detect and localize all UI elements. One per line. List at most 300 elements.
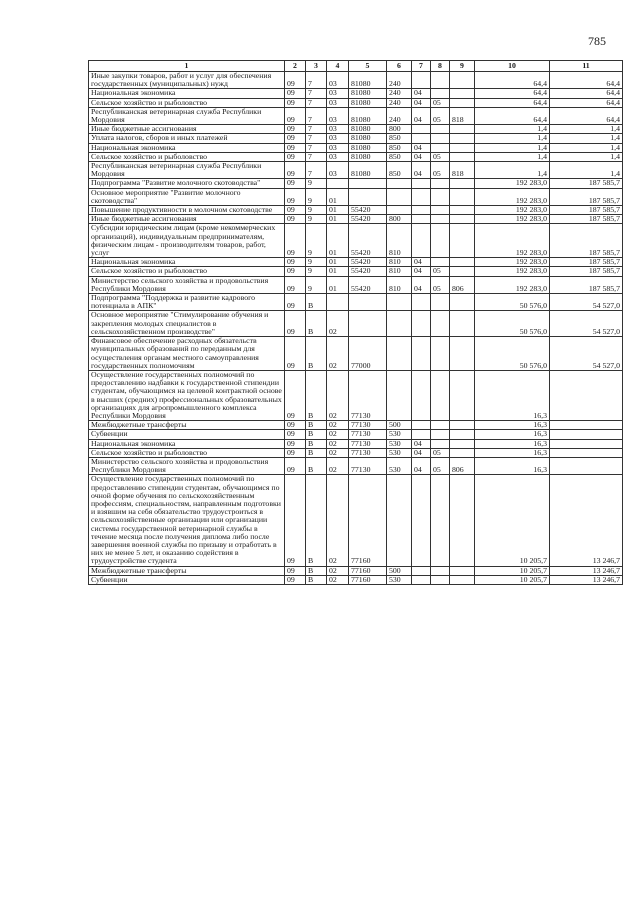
- code-cell: 09: [285, 162, 306, 179]
- code-cell: 03: [327, 107, 349, 124]
- code-cell: [412, 125, 431, 134]
- code-cell: [412, 134, 431, 143]
- code-cell: 55420: [349, 276, 387, 293]
- code-cell: 7: [306, 72, 327, 89]
- amount-cell: 50 576,0: [475, 294, 550, 311]
- amount-cell: 10 205,7: [475, 475, 550, 566]
- code-cell: 02: [327, 311, 349, 337]
- code-cell: [349, 294, 387, 311]
- amount-cell: 13 246,7: [550, 475, 623, 566]
- code-cell: 09: [285, 89, 306, 98]
- code-cell: 77130: [349, 448, 387, 457]
- code-cell: 05: [431, 98, 450, 107]
- code-cell: 81080: [349, 98, 387, 107]
- code-cell: 9: [306, 267, 327, 276]
- code-cell: 03: [327, 152, 349, 161]
- code-cell: 03: [327, 143, 349, 152]
- code-cell: [412, 421, 431, 430]
- code-cell: [431, 224, 450, 258]
- code-cell: 7: [306, 107, 327, 124]
- code-cell: 09: [285, 448, 306, 457]
- code-cell: 01: [327, 224, 349, 258]
- code-cell: [450, 89, 475, 98]
- code-cell: 240: [387, 72, 412, 89]
- amount-cell: 64,4: [475, 98, 550, 107]
- code-cell: [387, 206, 412, 215]
- column-header: 5: [349, 61, 387, 72]
- code-cell: [412, 188, 431, 205]
- amount-cell: 187 585,7: [550, 224, 623, 258]
- code-cell: 09: [285, 457, 306, 474]
- code-cell: [431, 125, 450, 134]
- row-label: Национальная экономика: [89, 89, 285, 98]
- table-row: [89, 134, 623, 143]
- code-cell: 04: [412, 448, 431, 457]
- code-cell: 09: [285, 566, 306, 575]
- code-cell: 09: [285, 72, 306, 89]
- code-cell: 03: [327, 72, 349, 89]
- code-cell: 81080: [349, 72, 387, 89]
- code-cell: 7: [306, 134, 327, 143]
- code-cell: [431, 439, 450, 448]
- amount-cell: 1,4: [475, 134, 550, 143]
- page-number: 785: [588, 34, 606, 48]
- amount-cell: 192 283,0: [475, 179, 550, 188]
- row-label: Национальная экономика: [89, 439, 285, 448]
- row-label: Сельское хозяйство и рыболовство: [89, 448, 285, 457]
- code-cell: 77130: [349, 457, 387, 474]
- code-cell: 09: [285, 188, 306, 205]
- code-cell: [431, 575, 450, 584]
- code-cell: 810: [387, 258, 412, 267]
- code-cell: [431, 206, 450, 215]
- code-cell: [450, 179, 475, 188]
- code-cell: 530: [387, 448, 412, 457]
- amount-cell: 64,4: [550, 89, 623, 98]
- code-cell: 530: [387, 430, 412, 439]
- code-cell: 77130: [349, 421, 387, 430]
- code-cell: 01: [327, 188, 349, 205]
- code-cell: 09: [285, 215, 306, 224]
- code-cell: 02: [327, 430, 349, 439]
- column-header: 3: [306, 61, 327, 72]
- code-cell: [450, 294, 475, 311]
- code-cell: 04: [412, 162, 431, 179]
- code-cell: [450, 72, 475, 89]
- code-cell: [450, 267, 475, 276]
- amount-cell: 187 585,7: [550, 188, 623, 205]
- row-label: Субвенции: [89, 430, 285, 439]
- code-cell: 05: [431, 448, 450, 457]
- code-cell: [450, 575, 475, 584]
- code-cell: 04: [412, 267, 431, 276]
- code-cell: 500: [387, 421, 412, 430]
- code-cell: 9: [306, 215, 327, 224]
- code-cell: 800: [387, 215, 412, 224]
- code-cell: [431, 370, 450, 420]
- code-cell: 240: [387, 107, 412, 124]
- amount-cell: 1,4: [550, 134, 623, 143]
- code-cell: 9: [306, 179, 327, 188]
- code-cell: В: [306, 566, 327, 575]
- code-cell: 03: [327, 134, 349, 143]
- amount-cell: 192 283,0: [475, 206, 550, 215]
- code-cell: 500: [387, 566, 412, 575]
- code-cell: [450, 370, 475, 420]
- code-cell: 02: [327, 337, 349, 371]
- amount-cell: 64,4: [550, 107, 623, 124]
- table-row: [89, 206, 623, 215]
- amount-cell: 1,4: [550, 152, 623, 161]
- code-cell: [349, 179, 387, 188]
- code-cell: 77160: [349, 475, 387, 566]
- code-cell: 09: [285, 439, 306, 448]
- code-cell: [450, 134, 475, 143]
- code-cell: 04: [412, 276, 431, 293]
- code-cell: В: [306, 311, 327, 337]
- code-cell: 850: [387, 134, 412, 143]
- table-row: [89, 294, 623, 311]
- code-cell: [450, 143, 475, 152]
- code-cell: 04: [412, 89, 431, 98]
- column-header: 6: [387, 61, 412, 72]
- code-cell: 09: [285, 267, 306, 276]
- row-label: Национальная экономика: [89, 258, 285, 267]
- amount-cell: 192 283,0: [475, 258, 550, 267]
- amount-cell: 1,4: [550, 162, 623, 179]
- code-cell: В: [306, 448, 327, 457]
- code-cell: 09: [285, 276, 306, 293]
- code-cell: 55420: [349, 215, 387, 224]
- code-cell: 01: [327, 258, 349, 267]
- code-cell: 9: [306, 206, 327, 215]
- amount-cell: [550, 370, 623, 420]
- amount-cell: 50 576,0: [475, 337, 550, 371]
- code-cell: [431, 134, 450, 143]
- code-cell: [387, 311, 412, 337]
- code-cell: 09: [285, 475, 306, 566]
- amount-cell: 10 205,7: [475, 575, 550, 584]
- code-cell: [431, 89, 450, 98]
- table-row: [89, 125, 623, 134]
- table-row: [89, 107, 623, 124]
- code-cell: [327, 294, 349, 311]
- code-cell: [412, 430, 431, 439]
- row-label: Национальная экономика: [89, 143, 285, 152]
- code-cell: В: [306, 370, 327, 420]
- amount-cell: 192 283,0: [475, 188, 550, 205]
- code-cell: 09: [285, 134, 306, 143]
- amount-cell: [550, 430, 623, 439]
- code-cell: [450, 188, 475, 205]
- code-cell: [450, 337, 475, 371]
- table-row: [89, 72, 623, 89]
- code-cell: 81080: [349, 143, 387, 152]
- code-cell: [412, 224, 431, 258]
- row-label: Финансовое обеспечение расходных обязательств муниципальных образований по переданным для осуществления органам местного самоуправления государственных полномочиям: [89, 337, 285, 371]
- code-cell: 810: [387, 276, 412, 293]
- code-cell: [450, 206, 475, 215]
- code-cell: 01: [327, 276, 349, 293]
- code-cell: [349, 188, 387, 205]
- table-row: [89, 224, 623, 258]
- code-cell: 01: [327, 267, 349, 276]
- row-label: Осуществление государственных полномочий по предоставлению надбавки к государственной стипендии студентам, обучающимся на целевой контрактной основе в высших (средних) профессиональных образовательных организациях для агропромышленного комплекса Республики Мордовия: [89, 370, 285, 420]
- code-cell: 04: [412, 457, 431, 474]
- code-cell: [431, 294, 450, 311]
- code-cell: [412, 179, 431, 188]
- code-cell: В: [306, 294, 327, 311]
- amount-cell: 16,3: [475, 439, 550, 448]
- code-cell: 03: [327, 162, 349, 179]
- header-row: [89, 61, 623, 72]
- code-cell: [431, 215, 450, 224]
- column-header: 11: [550, 61, 623, 72]
- code-cell: [431, 337, 450, 371]
- amount-cell: 192 283,0: [475, 215, 550, 224]
- code-cell: 03: [327, 89, 349, 98]
- code-cell: 09: [285, 311, 306, 337]
- amount-cell: 16,3: [475, 430, 550, 439]
- code-cell: 09: [285, 224, 306, 258]
- code-cell: [412, 337, 431, 371]
- code-cell: 09: [285, 206, 306, 215]
- code-cell: 55420: [349, 206, 387, 215]
- code-cell: 81080: [349, 89, 387, 98]
- code-cell: [431, 421, 450, 430]
- code-cell: [450, 566, 475, 575]
- amount-cell: 64,4: [475, 72, 550, 89]
- code-cell: 77160: [349, 566, 387, 575]
- code-cell: [412, 575, 431, 584]
- code-cell: 530: [387, 457, 412, 474]
- amount-cell: 187 585,7: [550, 267, 623, 276]
- code-cell: 806: [450, 457, 475, 474]
- code-cell: [450, 430, 475, 439]
- code-cell: 7: [306, 125, 327, 134]
- code-cell: 02: [327, 439, 349, 448]
- amount-cell: 16,3: [475, 457, 550, 474]
- code-cell: 530: [387, 575, 412, 584]
- row-label: Иные закупки товаров, работ и услуг для обеспечения государственных (муниципальных) нужд: [89, 72, 285, 89]
- code-cell: 810: [387, 224, 412, 258]
- code-cell: [387, 475, 412, 566]
- code-cell: 77160: [349, 575, 387, 584]
- code-cell: 7: [306, 152, 327, 161]
- code-cell: 05: [431, 276, 450, 293]
- code-cell: 09: [285, 107, 306, 124]
- table-row: [89, 475, 623, 566]
- table-row: [89, 188, 623, 205]
- code-cell: [450, 475, 475, 566]
- code-cell: 02: [327, 421, 349, 430]
- row-label: Сельское хозяйство и рыболовство: [89, 152, 285, 161]
- code-cell: 9: [306, 224, 327, 258]
- code-cell: 77130: [349, 370, 387, 420]
- column-header: 7: [412, 61, 431, 72]
- amount-cell: [550, 421, 623, 430]
- amount-cell: 54 527,0: [550, 294, 623, 311]
- code-cell: 09: [285, 143, 306, 152]
- amount-cell: 64,4: [550, 98, 623, 107]
- code-cell: В: [306, 439, 327, 448]
- column-header: 1: [89, 61, 285, 72]
- code-cell: 02: [327, 575, 349, 584]
- code-cell: [412, 206, 431, 215]
- amount-cell: 187 585,7: [550, 258, 623, 267]
- row-label: Республиканская ветеринарная служба Республики Мордовия: [89, 162, 285, 179]
- table-row: [89, 421, 623, 430]
- amount-cell: 1,4: [475, 162, 550, 179]
- amount-cell: [550, 439, 623, 448]
- code-cell: [412, 72, 431, 89]
- table-row: [89, 457, 623, 474]
- code-cell: 77130: [349, 439, 387, 448]
- code-cell: 81080: [349, 107, 387, 124]
- code-cell: [450, 258, 475, 267]
- row-label: Межбюджетные трансферты: [89, 421, 285, 430]
- table-row: [89, 152, 623, 161]
- code-cell: 03: [327, 125, 349, 134]
- amount-cell: 64,4: [550, 72, 623, 89]
- column-header: 2: [285, 61, 306, 72]
- code-cell: 02: [327, 566, 349, 575]
- table-row: [89, 179, 623, 188]
- row-label: Повышение продуктивности в молочном скотоводстве: [89, 206, 285, 215]
- amount-cell: 16,3: [475, 448, 550, 457]
- code-cell: [431, 188, 450, 205]
- table-row: [89, 98, 623, 107]
- amount-cell: 192 283,0: [475, 276, 550, 293]
- amount-cell: 64,4: [475, 89, 550, 98]
- table-row: [89, 162, 623, 179]
- row-label: Министерство сельского хозяйства и продовольствия Республики Мордовия: [89, 457, 285, 474]
- code-cell: [412, 311, 431, 337]
- code-cell: 240: [387, 89, 412, 98]
- code-cell: [349, 311, 387, 337]
- amount-cell: [550, 457, 623, 474]
- row-label: Основное мероприятие "Стимулирование обучения и закрепления молодых специалистов в сельскохозяйственном производстве": [89, 311, 285, 337]
- code-cell: 850: [387, 152, 412, 161]
- table-row: [89, 267, 623, 276]
- code-cell: [412, 370, 431, 420]
- code-cell: 09: [285, 258, 306, 267]
- code-cell: 05: [431, 267, 450, 276]
- code-cell: 05: [431, 457, 450, 474]
- budget-table: [88, 60, 623, 585]
- code-cell: [450, 98, 475, 107]
- code-cell: [412, 215, 431, 224]
- table-row: [89, 575, 623, 584]
- code-cell: В: [306, 421, 327, 430]
- table-row: [89, 276, 623, 293]
- code-cell: 02: [327, 475, 349, 566]
- code-cell: 02: [327, 448, 349, 457]
- amount-cell: 187 585,7: [550, 215, 623, 224]
- code-cell: [450, 215, 475, 224]
- code-cell: 09: [285, 337, 306, 371]
- code-cell: [450, 152, 475, 161]
- code-cell: [412, 294, 431, 311]
- code-cell: 05: [431, 107, 450, 124]
- row-label: Субвенции: [89, 575, 285, 584]
- code-cell: [387, 188, 412, 205]
- column-header: 4: [327, 61, 349, 72]
- code-cell: 09: [285, 575, 306, 584]
- code-cell: 55420: [349, 258, 387, 267]
- code-cell: 81080: [349, 162, 387, 179]
- code-cell: В: [306, 457, 327, 474]
- code-cell: 240: [387, 98, 412, 107]
- code-cell: [431, 258, 450, 267]
- amount-cell: 1,4: [550, 125, 623, 134]
- code-cell: 09: [285, 152, 306, 161]
- table-row: [89, 439, 623, 448]
- code-cell: [327, 179, 349, 188]
- amount-cell: 192 283,0: [475, 224, 550, 258]
- code-cell: 806: [450, 276, 475, 293]
- code-cell: [387, 337, 412, 371]
- code-cell: [450, 311, 475, 337]
- row-label: Подпрограмма "Развитие молочного скотоводства": [89, 179, 285, 188]
- code-cell: 818: [450, 162, 475, 179]
- code-cell: 81080: [349, 125, 387, 134]
- row-label: Межбюджетные трансферты: [89, 566, 285, 575]
- amount-cell: 1,4: [475, 152, 550, 161]
- table-row: [89, 430, 623, 439]
- code-cell: [450, 125, 475, 134]
- code-cell: [387, 370, 412, 420]
- code-cell: [431, 72, 450, 89]
- row-label: Иные бюджетные ассигнования: [89, 125, 285, 134]
- code-cell: 818: [450, 107, 475, 124]
- code-cell: 01: [327, 206, 349, 215]
- code-cell: 09: [285, 370, 306, 420]
- amount-cell: 1,4: [550, 143, 623, 152]
- amount-cell: 187 585,7: [550, 276, 623, 293]
- code-cell: 04: [412, 143, 431, 152]
- amount-cell: 50 576,0: [475, 311, 550, 337]
- code-cell: 05: [431, 162, 450, 179]
- row-label: Подпрограмма "Поддержка и развитие кадрового потенциала в АПК": [89, 294, 285, 311]
- amount-cell: 64,4: [475, 107, 550, 124]
- amount-cell: 1,4: [475, 125, 550, 134]
- code-cell: 850: [387, 143, 412, 152]
- code-cell: 77130: [349, 430, 387, 439]
- code-cell: [450, 224, 475, 258]
- code-cell: 81080: [349, 152, 387, 161]
- table-row: [89, 337, 623, 371]
- column-header: 8: [431, 61, 450, 72]
- code-cell: [450, 421, 475, 430]
- amount-cell: 192 283,0: [475, 267, 550, 276]
- code-cell: В: [306, 475, 327, 566]
- code-cell: [387, 294, 412, 311]
- table-row: [89, 89, 623, 98]
- code-cell: [412, 566, 431, 575]
- code-cell: 02: [327, 370, 349, 420]
- amount-cell: 13 246,7: [550, 575, 623, 584]
- code-cell: 530: [387, 439, 412, 448]
- amount-cell: 10 205,7: [475, 566, 550, 575]
- code-cell: 09: [285, 98, 306, 107]
- code-cell: 04: [412, 107, 431, 124]
- row-label: Сельское хозяйство и рыболовство: [89, 267, 285, 276]
- code-cell: 810: [387, 267, 412, 276]
- code-cell: 01: [327, 215, 349, 224]
- code-cell: 7: [306, 143, 327, 152]
- code-cell: 9: [306, 188, 327, 205]
